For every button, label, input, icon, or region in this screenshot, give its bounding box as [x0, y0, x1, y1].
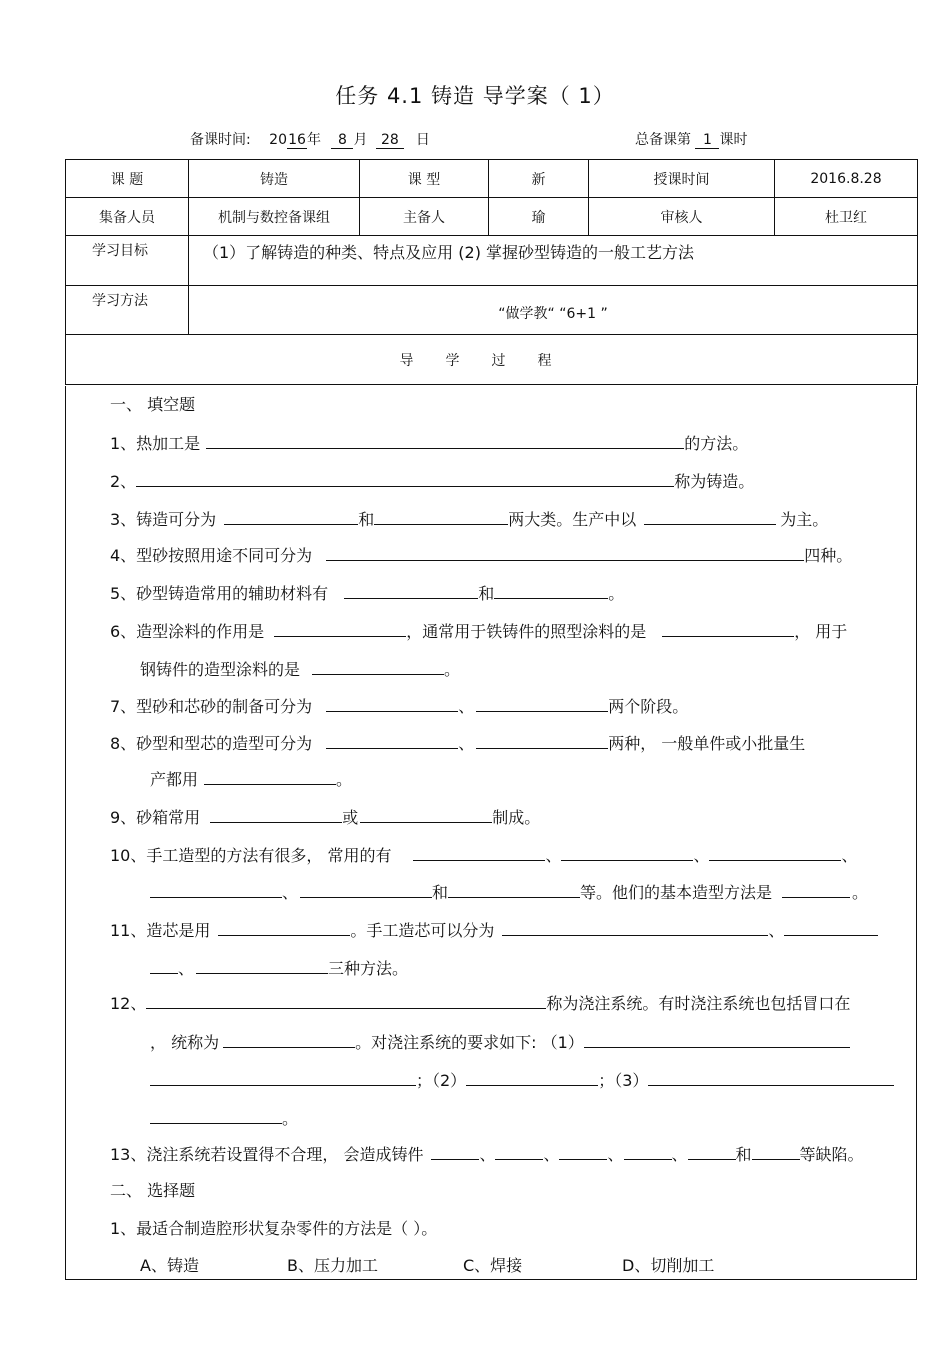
q10-blank-6[interactable] [448, 882, 580, 898]
prep-label: 备课时间: [190, 132, 251, 148]
q10-end: 。 [852, 883, 869, 902]
time-label: 授课时间 [589, 160, 775, 198]
question-12-cont-1 [150, 1032, 850, 1053]
month-value: 8 [331, 132, 353, 149]
question-8 [110, 733, 805, 754]
q7-blank-1[interactable] [326, 696, 458, 712]
question-1 [110, 433, 748, 454]
q13-sep-2: 、 [543, 1145, 560, 1164]
q11-blank-1[interactable] [218, 920, 350, 936]
q5-end: 。 [608, 584, 625, 603]
q8-mid: 两种， 一般单件或小批量生 [608, 734, 806, 753]
q13-blank-3[interactable] [559, 1144, 607, 1160]
q10-blank-7[interactable] [782, 882, 850, 898]
q12-blank-5[interactable] [466, 1070, 598, 1086]
q13-blank-2[interactable] [495, 1144, 543, 1160]
q10-sep-4: 、 [282, 883, 299, 902]
q9-end: 制成。 [492, 808, 541, 827]
q6-end: 。 [444, 660, 461, 679]
lead-value: 瑜 [489, 198, 589, 236]
q3-blank-3[interactable] [644, 509, 776, 525]
q11-mid: 。手工造芯可以分为 [350, 921, 495, 940]
goal-label: 学习目标 [66, 236, 189, 286]
q8-end: 。 [336, 770, 353, 789]
q5-and: 和 [478, 584, 495, 603]
lesson-count [635, 129, 747, 149]
question-8-cont [150, 769, 352, 790]
q1-text: 1、热加工是 [110, 434, 201, 453]
q3-and: 和 [358, 510, 375, 529]
q7-end: 两个阶段。 [608, 697, 689, 716]
method-label: 学习方法 [66, 286, 189, 335]
q8-sep: 、 [458, 734, 475, 753]
year-unit: 年 [307, 132, 321, 148]
goal-value: （1）了解铸造的种类、特点及应用 (2) 掌握砂型铸造的一般工艺方法 [189, 236, 918, 286]
q8-blank-3[interactable] [204, 769, 336, 785]
type-value: 新 [489, 160, 589, 198]
q7-blank-2[interactable] [476, 696, 608, 712]
q1-blank[interactable] [206, 433, 684, 449]
question-4 [110, 545, 852, 566]
q5-blank-1[interactable] [344, 583, 478, 599]
q8-blank-1[interactable] [326, 733, 458, 749]
choice-question-1: 1、最适合制造腔形状复杂零件的方法是（ ）。 [110, 1219, 438, 1238]
question-2 [110, 471, 754, 492]
question-7 [110, 696, 688, 717]
q12-blank-2[interactable] [223, 1032, 355, 1048]
team-label: 集备人员 [66, 198, 189, 236]
section-choice: 二、 选择题 [110, 1181, 196, 1200]
q2-end: 称为铸造。 [674, 472, 755, 491]
q6-mid: ，通常用于铁铸件的照型涂料的是 [406, 622, 647, 641]
q9-blank-2[interactable] [360, 807, 492, 823]
month-unit: 月 [353, 132, 368, 148]
question-3 [110, 509, 828, 530]
q9-text: 9、砂箱常用 [110, 808, 201, 827]
q10-sep-3: 、 [841, 846, 858, 865]
q12-end: 。 [282, 1109, 299, 1128]
year-prefix: 20 [269, 132, 287, 148]
q3-end: 为主。 [780, 510, 829, 529]
header-table [65, 159, 918, 385]
q12-blank-6[interactable] [648, 1070, 894, 1086]
reviewer-label: 审核人 [589, 198, 775, 236]
q11-blank-3-cont[interactable] [150, 958, 178, 974]
q1-end: 的方法。 [684, 434, 749, 453]
q11-blank-4[interactable] [196, 958, 328, 974]
q11-sep-2: 、 [178, 959, 195, 978]
year-value: 16 [288, 132, 306, 148]
day-value: 28 [376, 132, 404, 149]
q2-num: 2、 [110, 472, 137, 491]
q10-blank-4[interactable] [150, 882, 282, 898]
q10-blank-2[interactable] [561, 845, 693, 861]
question-11 [110, 920, 878, 941]
q6-text: 6、造型涂料的作用是 [110, 622, 265, 641]
q6-tail: ， 用于 [794, 622, 848, 641]
choice-b[interactable]: B、压力加工 [287, 1256, 378, 1275]
q12-blank-3[interactable] [584, 1032, 850, 1048]
q6-blank-2[interactable] [662, 621, 794, 637]
q10-sep-2: 、 [693, 846, 710, 865]
day-unit: 日 [415, 132, 430, 148]
question-10 [110, 845, 858, 866]
q13-sep-3: 、 [607, 1145, 624, 1164]
q13-blank-5[interactable] [688, 1144, 736, 1160]
total-label: 总备课第 [635, 132, 691, 148]
q12-two: ；（2） [416, 1071, 467, 1090]
q11-text: 11、造芯是用 [110, 921, 211, 940]
q7-sep: 、 [458, 697, 475, 716]
q12-blank-7[interactable] [150, 1108, 282, 1124]
prep-date [190, 129, 430, 149]
process-heading: 导学过程 [66, 335, 918, 385]
q12-num: 12、 [110, 994, 147, 1013]
q10-blank-5[interactable] [300, 882, 432, 898]
page-title: 任务 4.1 铸造 导学案（ 1） [335, 84, 615, 108]
q11-blank-3[interactable] [784, 920, 878, 936]
q4-end: 四种。 [804, 546, 853, 565]
q12-blank-4[interactable] [150, 1070, 416, 1086]
q12-req: 。对浇注系统的要求如下: （1） [355, 1033, 584, 1052]
question-9 [110, 807, 540, 828]
lesson-unit: 课时 [719, 132, 748, 148]
type-label: 课 型 [360, 160, 489, 198]
question-5 [110, 583, 624, 604]
q4-text: 4、型砂按照用途不同可分为 [110, 546, 313, 565]
topic-value: 铸造 [189, 160, 360, 198]
question-6-cont [140, 659, 460, 680]
q13-blank-1[interactable] [431, 1144, 479, 1160]
q13-blank-4[interactable] [624, 1144, 672, 1160]
choice-a[interactable]: A、铸造 [140, 1256, 199, 1275]
question-13 [110, 1144, 864, 1165]
question-12-cont-3 [150, 1108, 298, 1129]
q5-text: 5、砂型铸造常用的辅助材料有 [110, 584, 329, 603]
question-11-cont [150, 958, 408, 979]
q10-blank-1[interactable] [413, 845, 545, 861]
q13-and: 和 [735, 1145, 752, 1164]
q11-blank-2[interactable] [502, 920, 768, 936]
q10-blank-3[interactable] [709, 845, 841, 861]
q3-blank-1[interactable] [224, 509, 358, 525]
lesson-value: 1 [695, 132, 719, 149]
question-10-cont [150, 882, 868, 903]
q9-blank-1[interactable] [210, 807, 342, 823]
q3-blank-2[interactable] [374, 509, 508, 525]
q4-blank[interactable] [326, 545, 804, 561]
q12-mid: 称为浇注系统。有时浇注系统也包括冒口在 [546, 994, 851, 1013]
q10-and: 和 [432, 883, 449, 902]
q5-blank-2[interactable] [494, 583, 608, 599]
q2-blank[interactable] [136, 471, 674, 487]
question-12 [110, 993, 850, 1014]
q6-text-2: 钢铸件的造型涂料的是 [140, 660, 301, 679]
lead-label: 主备人 [360, 198, 489, 236]
q8-text: 8、砂型和型芯的造型可分为 [110, 734, 313, 753]
q12-blank-1[interactable] [146, 993, 546, 1009]
q13-text: 13、浇注系统若设置得不合理， 会造成铸件 [110, 1145, 424, 1164]
q8-blank-2[interactable] [476, 733, 608, 749]
topic-label: 课 题 [66, 160, 189, 198]
q11-end: 三种方法。 [328, 959, 409, 978]
choice-d[interactable]: D、切削加工 [622, 1256, 715, 1275]
q12-text-2: ， 统称为 [150, 1033, 220, 1052]
q13-sep-1: 、 [479, 1145, 496, 1164]
q6-blank-3[interactable] [312, 659, 444, 675]
q12-three: ；（3） [598, 1071, 649, 1090]
q10-text: 10、手工造型的方法有很多， 常用的有 [110, 846, 392, 865]
q8-text-2: 产都用 [150, 770, 199, 789]
q11-sep-1: 、 [768, 921, 785, 940]
q10-mid: 等。他们的基本造型方法是 [580, 883, 773, 902]
question-12-cont-2 [150, 1070, 894, 1091]
q13-end: 等缺陷。 [799, 1145, 864, 1164]
team-value: 机制与数控备课组 [189, 198, 360, 236]
question-6 [110, 621, 847, 642]
q13-blank-6[interactable] [752, 1144, 800, 1160]
q3-mid: 两大类。生产中以 [508, 510, 637, 529]
q3-text: 3、铸造可分为 [110, 510, 217, 529]
q13-sep-4: 、 [671, 1145, 688, 1164]
q10-sep-1: 、 [545, 846, 562, 865]
method-value: “做学教“ “6+1 ” [189, 286, 918, 335]
q9-or: 或 [342, 808, 359, 827]
choice-c[interactable]: C、焊接 [463, 1256, 523, 1275]
q7-text: 7、型砂和芯砂的制备可分为 [110, 697, 313, 716]
section-fill-blank: 一、 填空题 [110, 395, 196, 414]
time-value: 2016.8.28 [775, 160, 918, 198]
reviewer-value: 杜卫红 [775, 198, 918, 236]
q6-blank-1[interactable] [274, 621, 406, 637]
